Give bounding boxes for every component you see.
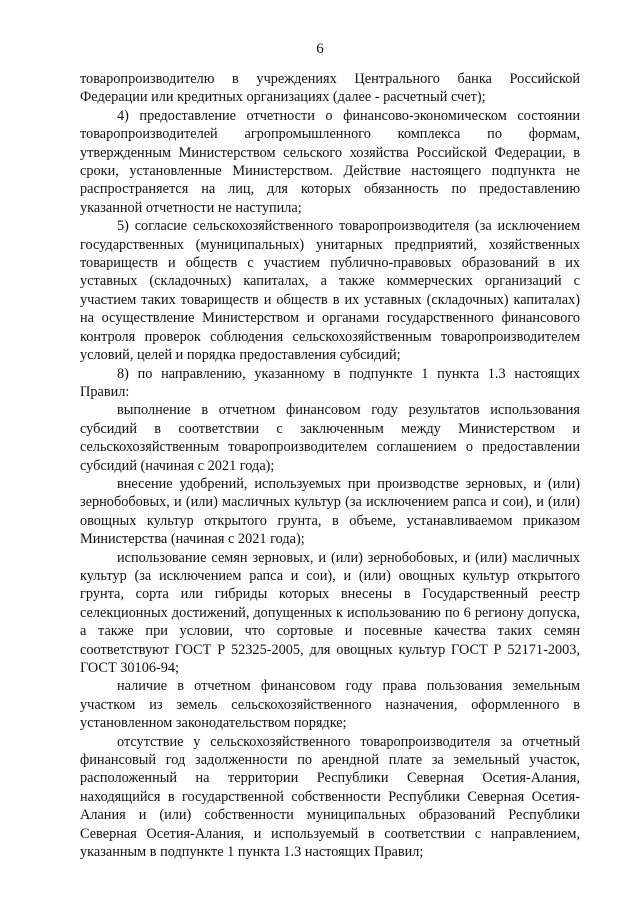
paragraph: использование семян зерновых, и (или) зернобобовых, и (или) масличных культур (за исключением рапса и сои), и (или) овощных культур открытого грунта, сорта или гибриды которых внесены в Государственный реестр селекционных достижений, допущенных к использованию по 6 региону допуска, а также при условии, что сортовые и посевные качества таких семян соответствуют ГОСТ Р 52325-2005, для овощных культур ГОСТ Р 52171-2003, ГОСТ 30106-94; xyxy=(80,549,580,676)
paragraph: внесение удобрений, используемых при производстве зерновых, и (или) зернобобовых, и (или) масличных культур (за исключением рапса и сои), и (или) овощных культур открытого грунта, в объеме, устанавливаемом приказом Министерства (начиная с 2021 года); xyxy=(80,475,580,548)
paragraph: наличие в отчетном финансовом году права пользования земельным участком из земель сельскохозяйственного назначения, оформленного в установленном законодательством порядке; xyxy=(80,678,580,732)
paragraph: отсутствие у сельскохозяйственного товаропроизводителя за отчетный финансовый год задолженности по арендной плате за земельный участок, расположенный на территории Республики Северная Осетия-Алания, находящийся в государственной собственности Республики Северная Осетия-Алания и (или) собственности муниципальных образований Республики Северная Осетия-Алания, и используемый в соответствии с направлением, указанным в подпункте 1 пункта 1.3 настоящих Правил; xyxy=(80,733,580,861)
paragraph: выполнение в отчетном финансовом году результатов использования субсидий в соответствии с заключенным между Министерством и сельскохозяйственным товаропроизводителем соглашением о предоставлении субсидий (начиная с 2021 года); xyxy=(80,402,580,474)
paragraph: товаропроизводителю в учреждениях Центрального банка Российской Федерации или кредитных организациях (далее - расчетный счет); xyxy=(80,71,580,106)
paragraph: 5) согласие сельскохозяйственного товаропроизводителя (за исключением государственных (муниципальных) унитарных предприятий, хозяйственных товариществ и обществ с участием публично-правовых образований в их уставных (складочных) капиталах, а также коммерческих организаций с участием таких товариществ и обществ в их уставных (складочных) капиталах) на осуществление Министерством и органами государственного финансового контроля проверок соблюдения сельскохозяйственным товаропроизводителем условий, целей и порядка предоставления субсидий; xyxy=(80,218,580,364)
paragraph: 4) предоставление отчетности о финансово-экономическом состоянии товаропроизводителей агропромышленного комплекса по формам, утвержденным Министерством сельского хозяйства Российской Федерации, в сроки, установленные Министерством. Действие настоящего подпункта не распространяется на лиц, для которых обязанность по предоставлению указанной отчетности не наступила; xyxy=(80,107,580,216)
document-body xyxy=(80,70,580,861)
paragraph: 8) по направлению, указанному в подпункте 1 пункта 1.3 настоящих Правил: xyxy=(80,365,580,400)
page-number: 6 xyxy=(316,41,324,57)
